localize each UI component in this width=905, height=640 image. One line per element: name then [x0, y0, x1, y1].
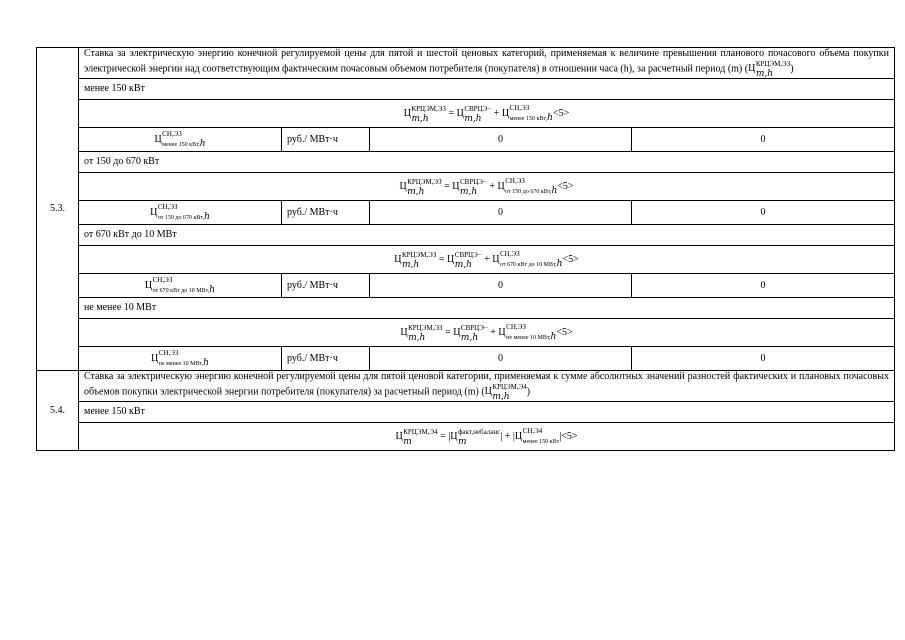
description-text: Ставка за электрическую энергию конечной регулируемой цены для пятой ценовой категории, применяемая к сумме абсолютных значений разностей фактических и плановых почасовых объемов покупки электрической энергии потребителя (покупателя) за расчетный период (m) ( [84, 371, 889, 398]
symbol-base: Ц [150, 206, 158, 218]
category-label-text: менее 150 кВт [84, 83, 145, 94]
rate-symbol [151, 349, 209, 368]
abs-bar: | [559, 430, 562, 442]
section-description [79, 371, 895, 402]
formula-term-2 [512, 427, 562, 445]
description-symbol [484, 383, 527, 402]
symbol-superscript: КРЦЭМ,ЭЗ [411, 104, 446, 113]
symbol-subscript: m,h [755, 69, 774, 79]
rate-symbol [154, 130, 206, 149]
symbol-scripts [457, 427, 503, 447]
symbol-superscript: СН,ЭЗ [152, 276, 173, 284]
symbol-superscript: КРЦЭМ,ЭЗ [407, 177, 442, 186]
symbol-base: Ц [453, 326, 461, 338]
abs-bar: | [500, 430, 503, 442]
formula-row [37, 173, 895, 201]
rate-value-2-text: 0 [760, 206, 766, 218]
section-description [79, 48, 895, 79]
category-label-text: от 670 кВт до 10 МВт [84, 229, 177, 240]
symbol-base: Ц [492, 253, 500, 265]
formula-lhs [395, 427, 438, 447]
symbol-subscript: m [403, 436, 412, 447]
symbol-base: Ц [151, 352, 159, 364]
category-row [37, 79, 895, 100]
formula-footnote: <5> [557, 180, 574, 192]
description-symbol [748, 60, 791, 79]
category-row [37, 225, 895, 246]
rate-unit: руб./ МВт·ч [287, 352, 338, 364]
formula-equals: = [445, 326, 451, 338]
rate-value-1 [370, 347, 632, 371]
abs-bar: | [448, 430, 451, 442]
formula-equals: = [440, 430, 446, 442]
description-end: ) [526, 386, 531, 398]
rate-symbol-cell [79, 201, 282, 225]
symbol-scripts [756, 60, 790, 78]
formula-footnote: <5> [562, 253, 579, 265]
formula-plus: + [484, 253, 490, 265]
rate-symbol [150, 203, 210, 222]
formula-cell [79, 319, 895, 347]
symbol-subscript: m,h [460, 186, 478, 197]
rate-value-2 [632, 274, 895, 298]
rate-symbol [144, 276, 216, 295]
symbol-subscript: m,h [492, 392, 510, 402]
description-text: Ставка за электрическую энергию конечной регулируемой цены для пятой и шестой ценовых категорий, применяемая к величине превышения планового почасового объема покупки электрической энергии над соответствующим фактическим почасовым объемом потребителя (покупателя) в отношении часа (h), за расчетный период (m) ( [84, 48, 889, 75]
section-header-row [37, 371, 895, 402]
formula-equals: = [444, 180, 450, 192]
symbol-scripts [162, 130, 205, 149]
symbol-superscript: СВРЦЭ− [460, 323, 488, 332]
symbol-superscript: СН,ЭЗ [509, 104, 530, 112]
symbol-scripts [402, 251, 436, 269]
rate-value-2-text: 0 [760, 279, 766, 291]
rate-symbol-cell [79, 274, 282, 298]
symbol-scripts [159, 349, 209, 368]
symbol-subscript: m,h [464, 113, 482, 124]
formula-term-2 [492, 250, 563, 269]
formula-lhs [400, 323, 443, 343]
symbol-superscript: СВРЦЭ− [464, 104, 492, 113]
symbol-superscript: КРЦЭМ,ЭЗ [755, 60, 791, 68]
symbol-subscript: m,h [460, 332, 479, 343]
formula-plus: + [493, 107, 500, 119]
rate-value-1-text: 0 [498, 206, 503, 218]
category-label [79, 225, 895, 246]
symbol-superscript: КРЦЭМ,ЭЗ [408, 323, 443, 332]
formula-term-1 [450, 427, 503, 447]
symbol-scripts [510, 104, 553, 123]
rate-value-1 [370, 274, 632, 298]
symbol-superscript: КРЦЭМ,Э4 [492, 383, 527, 391]
symbol-base: Ц [498, 326, 506, 338]
rate-unit: руб./ МВт·ч [287, 133, 338, 145]
symbol-subscript: m,h [408, 332, 426, 343]
symbol-superscript: СН,ЭЗ [158, 349, 179, 357]
section-header-row [37, 48, 895, 79]
category-label-text: не менее 10 МВт [84, 302, 157, 313]
rate-value-2 [632, 201, 895, 225]
symbol-scripts [523, 427, 560, 446]
section-number: 5.3. [37, 48, 79, 371]
symbol-scripts [460, 178, 487, 196]
symbol-scripts [464, 105, 491, 123]
formula-row [37, 423, 895, 451]
symbol-subscript: не менее 10 МВт,h [506, 332, 557, 342]
formula-term-1 [456, 104, 492, 124]
formula-equals: = [438, 253, 445, 265]
formula-term-1 [453, 323, 488, 343]
rate-value-2-text: 0 [760, 133, 766, 145]
symbol-subscript: менее 150 кВт [522, 439, 560, 445]
rate-unit-cell [282, 128, 370, 152]
symbol-scripts [158, 203, 210, 222]
formula-row [37, 319, 895, 347]
symbol-subscript: m,h [401, 259, 420, 270]
symbol-base: Ц [154, 133, 162, 145]
formula-term-2 [498, 323, 557, 342]
rate-value-1-text: 0 [498, 352, 503, 364]
symbol-scripts [506, 323, 556, 342]
symbol-base: Ц [748, 63, 756, 75]
formula-row [37, 100, 895, 128]
rate-row [37, 347, 895, 371]
symbol-scripts [505, 177, 557, 196]
formula-plus: + [489, 180, 496, 192]
symbol-base: Ц [400, 326, 408, 338]
rate-value-1 [370, 128, 632, 152]
symbol-superscript: КРЦЭМ,Э4 [403, 427, 438, 436]
rate-row [37, 274, 895, 298]
rate-unit-cell [282, 274, 370, 298]
rate-value-1-text: 0 [498, 279, 503, 291]
symbol-base: Ц [399, 180, 407, 192]
category-row [37, 298, 895, 319]
category-label [79, 402, 895, 423]
formula-cell [79, 173, 895, 201]
category-label-text: менее 150 кВт [84, 406, 145, 417]
tariff-table [36, 47, 895, 451]
formula-cell [79, 423, 895, 451]
rate-value-2-text: 0 [760, 352, 766, 364]
rate-value-1 [370, 201, 632, 225]
formula-term-2 [501, 104, 553, 123]
symbol-base: Ц [484, 386, 492, 398]
section-number: 5.4. [37, 371, 79, 451]
symbol-base: Ц [395, 430, 403, 442]
rate-unit-cell [282, 201, 370, 225]
symbol-superscript: СВРЦЭ− [454, 250, 482, 259]
symbol-subscript: не менее 10 МВт,h [158, 358, 209, 368]
symbol-superscript: СН,ЭЗ [505, 177, 525, 185]
symbol-superscript: СН,Э4 [522, 427, 543, 435]
description-end: ) [790, 63, 794, 75]
rate-unit: руб./ МВт·ч [287, 279, 338, 291]
formula-cell [79, 100, 895, 128]
symbol-subscript: менее 150 кВт,h [509, 113, 553, 123]
symbol-subscript: от 150 до 670 кВт,h [157, 212, 210, 222]
symbol-subscript: от 150 до 670 кВт,h [505, 186, 558, 196]
symbol-scripts [492, 383, 526, 401]
formula-plus: + [490, 326, 496, 338]
symbol-subscript: m,h [454, 259, 472, 270]
rate-value-1-text: 0 [498, 133, 503, 145]
rate-unit-cell [282, 347, 370, 371]
symbol-scripts [407, 178, 441, 196]
symbol-base: Ц [144, 279, 153, 291]
formula-footnote: <5> [556, 326, 573, 338]
formula-lhs [403, 104, 446, 124]
symbol-subscript: m,h [411, 113, 429, 124]
formula-equals: = [448, 107, 455, 119]
formula-term-2 [497, 177, 558, 196]
formula-cell [79, 246, 895, 274]
symbol-base: Ц [501, 107, 510, 119]
symbol-subscript: m [457, 436, 467, 447]
symbol-superscript: СН,ЭЗ [162, 130, 182, 138]
rate-value-2 [632, 128, 895, 152]
symbol-scripts [412, 105, 446, 123]
category-label [79, 298, 895, 319]
abs-bar: | [512, 430, 515, 442]
symbol-superscript: СН,ЭЗ [506, 323, 526, 331]
symbol-superscript: СН,ЭЗ [157, 203, 178, 211]
formula-plus: + [504, 430, 511, 442]
symbol-base: Ц [403, 107, 411, 119]
symbol-scripts [403, 428, 437, 446]
symbol-superscript: СВРЦЭ− [460, 177, 487, 186]
category-label-text: от 150 до 670 кВт [84, 156, 160, 167]
formula-footnote: <5> [552, 107, 570, 119]
category-row [37, 152, 895, 173]
symbol-subscript: менее 150 кВт,h [162, 139, 206, 149]
formula-term-1 [452, 177, 487, 197]
symbol-base: Ц [450, 430, 458, 442]
symbol-base: Ц [456, 107, 464, 119]
category-row [37, 402, 895, 423]
symbol-base: Ц [514, 430, 523, 442]
symbol-subscript: от 670 кВт до 10 МВт,h [152, 285, 216, 295]
symbol-base: Ц [447, 253, 455, 265]
symbol-superscript: КРЦЭМ,ЭЗ [401, 250, 437, 259]
symbol-base: Ц [452, 180, 460, 192]
formula-term-1 [447, 250, 482, 270]
symbol-base: Ц [497, 180, 505, 192]
rate-symbol-cell [79, 347, 282, 371]
category-label [79, 79, 895, 100]
category-label [79, 152, 895, 173]
formula-lhs [399, 177, 442, 197]
symbol-subscript: от 670 кВт до 10 МВт,h [500, 259, 563, 269]
symbol-subscript: m,h [407, 186, 425, 197]
symbol-scripts [455, 251, 482, 269]
symbol-superscript: факт,небаланс [457, 427, 501, 436]
symbol-scripts [461, 324, 488, 342]
symbol-scripts [153, 276, 215, 295]
rate-row [37, 201, 895, 225]
formula-row [37, 246, 895, 274]
symbol-scripts [500, 250, 562, 269]
rate-unit: руб./ МВт·ч [287, 206, 338, 218]
rate-row [37, 128, 895, 152]
formula-footnote: <5> [561, 430, 578, 442]
symbol-scripts [408, 324, 442, 342]
formula-lhs [394, 250, 437, 270]
symbol-superscript: СН,ЭЗ [500, 250, 520, 258]
rate-value-2 [632, 347, 895, 371]
rate-symbol-cell [79, 128, 282, 152]
symbol-base: Ц [394, 253, 402, 265]
